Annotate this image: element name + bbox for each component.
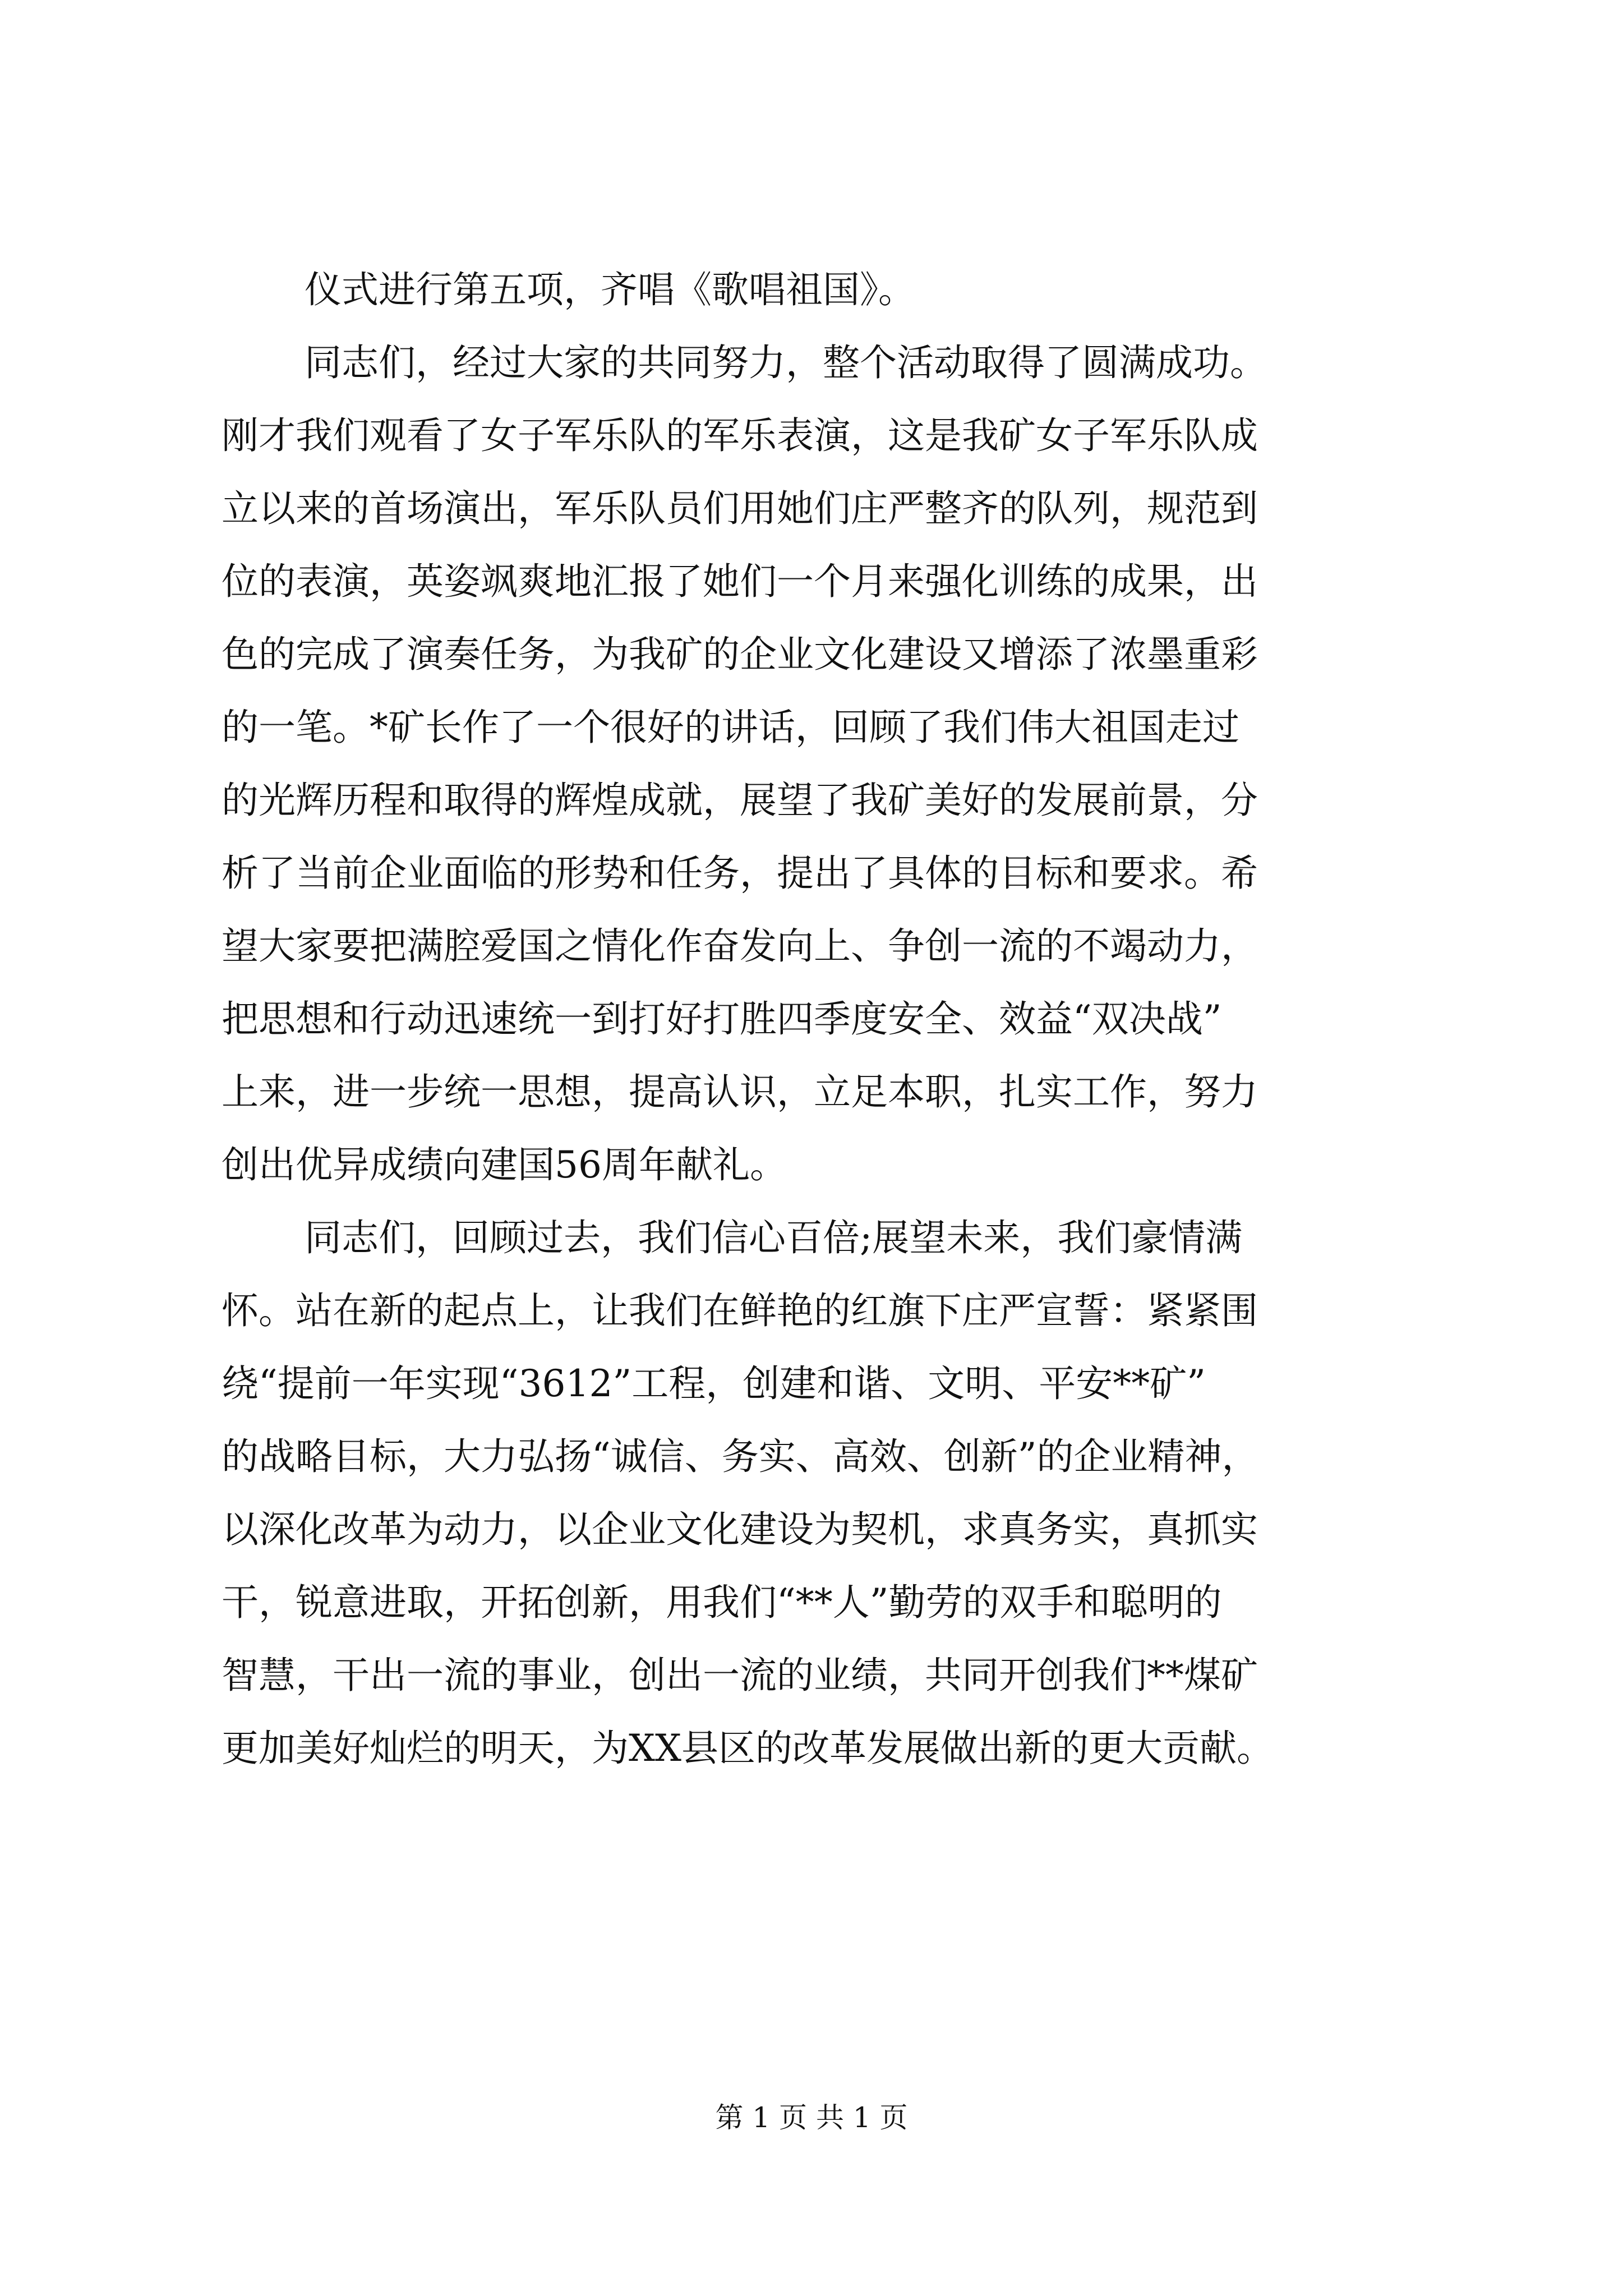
text-line: 同志们，经过大家的共同努力，整个活动取得了圆满成功。 — [305, 341, 1267, 384]
text-line: 的战略目标，大力弘扬“诚信、务实、高效、创新”的企业精神， — [222, 1435, 1259, 1478]
text-line: 色的完成了演奏任务，为我矿的企业文化建设又增添了浓墨重彩 — [222, 633, 1258, 676]
text-line: 位的表演，英姿飒爽地汇报了她们一个月来强化训练的成果，出 — [222, 560, 1258, 603]
paragraph-1 — [222, 254, 1405, 326]
text-line: 智慧，干出一流的事业，创出一流的业绩，共同开创我们**煤矿 — [222, 1654, 1258, 1697]
text-line: 以深化改革为动力，以企业文化建设为契机，求真务实，真抓实 — [222, 1508, 1258, 1551]
text-line: 刚才我们观看了女子军乐队的军乐表演，这是我矿女子军乐队成 — [222, 414, 1258, 457]
text-line: 立以来的首场演出，军乐队员们用她们庄严整齐的队列，规范到 — [222, 487, 1258, 530]
text-line: 仪式进行第五项，齐唱《歌唱祖国》。 — [305, 268, 915, 311]
page-number-footer: 第 1 页 共 1 页 — [715, 2101, 908, 2134]
text-line: 望大家要把满腔爱国之情化作奋发向上、争创一流的不竭动力， — [222, 924, 1258, 968]
text-line: 更加美好灿烂的明天，为XX县区的改革发展做出新的更大贡献。 — [222, 1727, 1274, 1770]
text-line: 创出优异成绩向建国56周年献礼。 — [222, 1143, 787, 1186]
text-line: 同志们，回顾过去，我们信心百倍;展望未来，我们豪情满 — [305, 1216, 1243, 1259]
text-line: 绕“提前一年实现“3612”工程，创建和谐、文明、平安**矿” — [222, 1362, 1206, 1405]
text-line: 的一笔。*矿长作了一个很好的讲话，回顾了我们伟大祖国走过 — [222, 706, 1239, 749]
document-body — [222, 254, 1405, 1785]
paragraph-3 — [222, 1202, 1405, 1785]
paragraph-2 — [222, 326, 1405, 1202]
text-line: 把思想和行动迅速统一到打好打胜四季度安全、效益“双决战” — [222, 997, 1222, 1041]
text-line: 怀。站在新的起点上，让我们在鲜艳的红旗下庄严宣誓：紧紧围 — [222, 1289, 1258, 1332]
text-line: 的光辉历程和取得的辉煌成就，展望了我矿美好的发展前景，分 — [222, 779, 1258, 822]
text-line: 上来，进一步统一思想，提高认识，立足本职，扎实工作，努力 — [222, 1070, 1258, 1114]
text-line: 析了当前企业面临的形势和任务，提出了具体的目标和要求。希 — [222, 852, 1258, 895]
text-line: 干，锐意进取，开拓创新，用我们“**人”勤劳的双手和聪明的 — [222, 1581, 1222, 1624]
